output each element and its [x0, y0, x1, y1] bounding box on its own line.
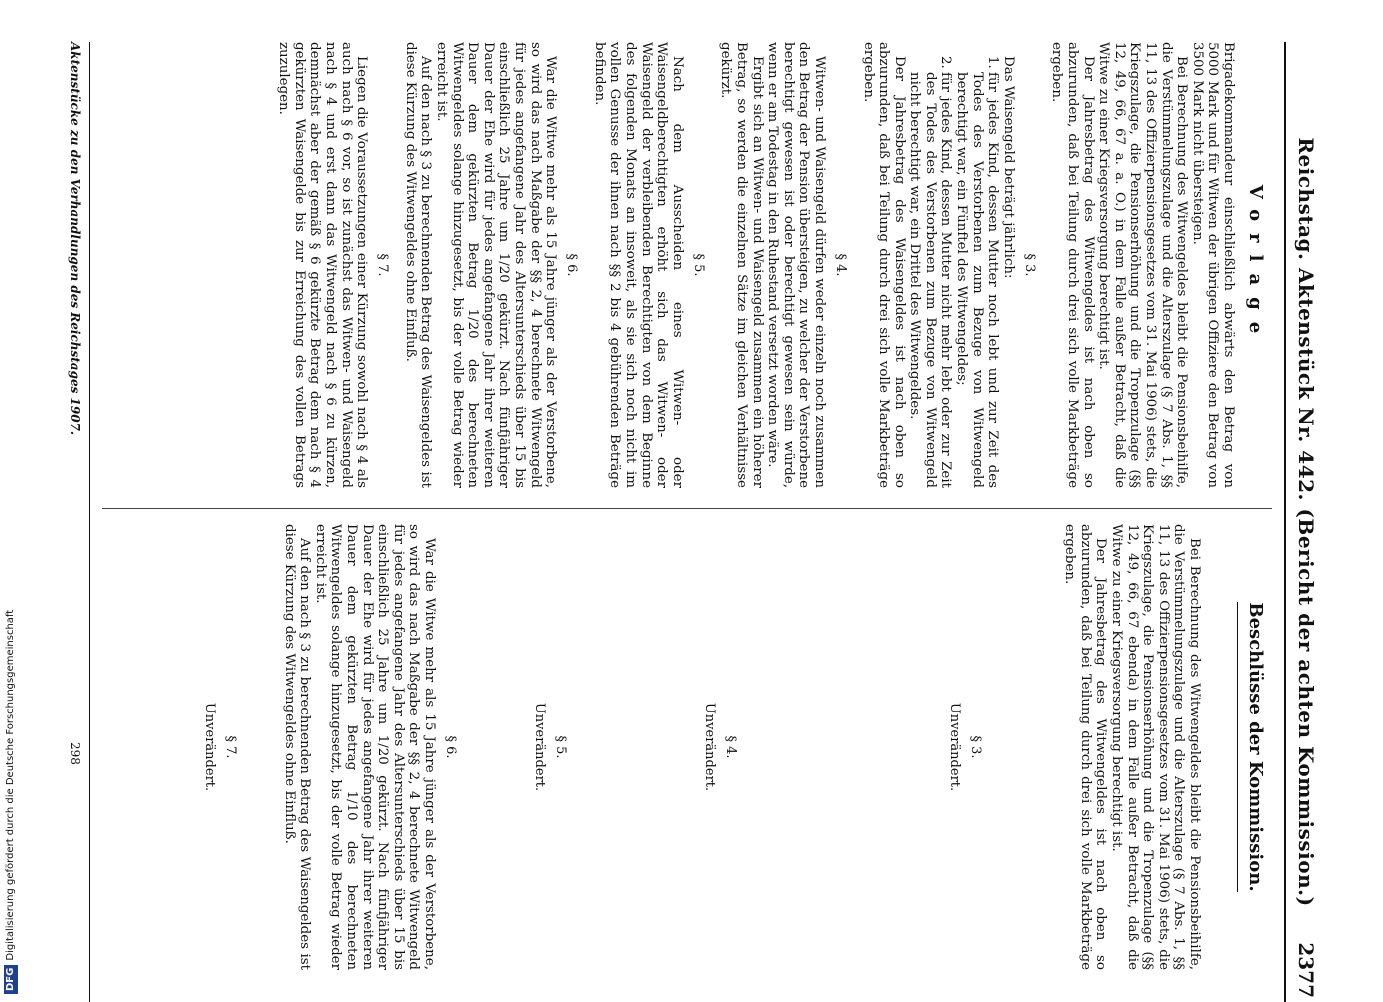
page-number: 2377 — [1294, 942, 1318, 998]
beschluesse-s5 — [532, 524, 580, 970]
vorlage-s3-heading: § 3. — [1021, 253, 1037, 277]
vorlage-s6-para2: Auf den nach § 3 zu berechnenden Betrag des Waisengeldes ist diese Kürzung des Witwengeldes ohne Einfluß. — [402, 42, 434, 488]
vorlage-s4-para2: Ergibt sich an Witwen- und Waisengeld zusammen ein höherer Betrag, so werden die einzelnen Sätze im gleichen Verhältnisse gekürzt. — [718, 42, 765, 488]
beschluesse-s5-text: Unverändert. — [532, 702, 547, 792]
digitization-note — [4, 604, 18, 994]
header-title: Reichstag. Aktenstück Nr. 442. (Bericht der achten Kommission.) — [1294, 137, 1318, 907]
beschluesse-s2 — [1062, 524, 1202, 970]
beschluesse-s6-heading: § 6. — [443, 735, 458, 759]
beschluesse-heading: Beschlüsse der Kommission. — [1236, 524, 1270, 970]
beschluesse-s3-heading: § 3. — [968, 735, 983, 759]
vorlage-s2-para2: Der Jahresbetrag des Witwengeldes ist nach oben so abzurunden, daß bei Teilung durch drei sich volle Markbeträge ergeben. — [1049, 42, 1096, 488]
vorlage-s6-heading: § 6. — [564, 253, 580, 277]
beschluesse-s4-heading: § 4. — [723, 735, 738, 759]
document-page — [2, 42, 1322, 1002]
beschluesse-s7 — [202, 524, 250, 970]
beschluesse-s3 — [947, 524, 995, 970]
vorlage-column — [276, 42, 1270, 488]
beschluesse-s6-para2: Auf den nach § 3 zu berechnenden Betrag des Waisengeldes ist diese Kürzung des Witwengeldes ohne Einfluß. — [281, 524, 313, 970]
vorlage-s3-intro: Das Waisengeld beträgt jährlich: — [1000, 56, 1016, 279]
dfg-logo-icon: DFG — [4, 965, 18, 994]
vorlage-intro: Brigadekommandeur einschließlich abwärts den Betrag von 5000 Mark und für Witwen der übrigen Offiziere den Betrag von 3500 Mark nicht übersteigen. — [1189, 42, 1236, 488]
vorlage-s5-para1: Nach dem Ausscheiden eines Witwen- oder Waisengeldberechtigten erhöht sich das Witwen- oder Waisengeld der verbleibenden Berechtigten von dem Beginne des folgenden Monats an insoweit, als sie sich noch nicht im vollen Genusse der ihnen nach §§ 2 bis 4 gebührenden Beträge befinden. — [591, 42, 685, 488]
beschluesse-s6 — [281, 524, 470, 970]
page-header — [1282, 42, 1322, 1002]
beschluesse-s6-para1: War die Witwe mehr als 15 Jahre jünger als der Verstorbene, so wird das nach Maßgabe der §§ 2, 4 berechnete Witwengeld für jedes angefangene Jahr des Altersunterschieds über 15 bis einschließlich 25 Jahre um 1/20 gekürzt. Nach fünfjähriger Dauer der Ehe wird für jedes angefangene Jahr ihrer weiteren Dauer dem gekürzten Betrag 1/10 des berechneten Witwengeldes solange hinzugesetzt, bis der volle Betrag wieder erreicht ist. — [312, 524, 437, 970]
vorlage-s4-heading: § 4. — [832, 253, 848, 277]
beschluesse-s3-text: Unverändert. — [947, 702, 962, 792]
beschluesse-s4 — [702, 524, 750, 970]
beschluesse-s2-para1: Bei Berechnung des Witwengeldes bleibt die Pensionsbeihilfe, die Verstümmelungszulage und die Alterszulage (§ 7 Abs. 1, §§ 11, 13 des Offizierpensionsgesetzes vom 31. Mai 1906) stets, die Kriegszulage, die Pensionserhöhung und die Tropenzulage (§§ 12, 49, 66, 67 ebenda) in dem Falle außer Betracht, daß die Witwe zu einer Kriegsversorgung berechtigt ist. — [1109, 524, 1202, 970]
footer-rule — [89, 42, 90, 1002]
vorlage-s7-para1: Liegen die Voraussetzungen einer Kürzung sowohl nach § 4 als auch nach § 6 vor, so ist zunächst das Witwen- und Waisengeld nach § 4 und erst dann das Witwengeld nach § 6 zu kürzen, demnächst aber der gemäß § 6 gekürzte Betrag dem nach § 4 gekürzten Waisengelde bis zur Erreichung des vollen Betrags zuzulegen. — [276, 42, 370, 488]
vorlage-s7-heading: § 7. — [375, 253, 391, 277]
beschluesse-s5-heading: § 5. — [553, 735, 568, 759]
beschluesse-s2-para2: Der Jahresbetrag des Witwengeldes ist nach oben so abzurunden, daß bei Teilung durch drei sich volle Markbeträge ergeben. — [1062, 524, 1109, 970]
vorlage-s2-para1: Bei Berechnung des Witwengeldes bleibt die Pensionsbeihilfe, die Verstümmelungszulage und die Alterszulage (§ 7 Abs. 1, §§ 11, 13 des Offizierpensionsgesetzes vom 31. Mai 1906) stets, die Kriegszulage, die Pensionserhöhung und die Tropenzulage (§§ 12, 49, 66, 67 a. a. O.) in dem Falle außer Betracht, daß die Witwe zu einer Kriegsversorgung berechtigt ist. — [1096, 42, 1190, 488]
vorlage-s6-para1: War die Witwe mehr als 15 Jahre jünger als der Verstorbene, so wird das nach Maßgabe der §§ 2, 4 berechnete Witwengeld für jedes angefangene Jahr des Altersunterschieds über 15 bis einschließlich 25 Jahre um 1/20 gekürzt. Nach fünfjähriger Dauer der Ehe wird für jedes angefangene Jahr ihrer weiteren Dauer dem gekürzten Betrag 1/20 des berechneten Witwengeldes solange hinzugesetzt, bis der volle Betrag wieder erreicht ist. — [434, 42, 559, 488]
beschluesse-column — [100, 524, 1270, 970]
header-rule — [1284, 42, 1286, 1002]
column-divider — [102, 508, 1272, 509]
vorlage-s3-item-1: 1.für jedes Kind, dessen Mutter noch lebt und zur Zeit des Todes des Verstorbenen zum Bezuge von Witwengeld berechtigt war, ein Fünftel des Witwengeldes; — [954, 56, 1001, 488]
vorlage-s5-heading: § 5. — [690, 253, 706, 277]
digitization-text: Digitalisierung gefördert durch die Deutsche Forschungsgemeinschaft — [5, 609, 16, 961]
footer-source: Aktenstücke zu den Verhandlungen des Reichstages 1907. — [68, 42, 82, 436]
vorlage-s4-para1: Witwen- und Waisengeld dürfen weder einzeln noch zusammen den Betrag der Pension übersteigen, zu welcher der Verstorbene berechtigt gewesen ist oder berechtigt gewesen sein würde, wenn er am Todestag in den Ruhestand versetzt worden wäre. — [765, 42, 827, 488]
footer-page-number: 298 — [68, 742, 82, 765]
vorlage-s3-para2: Der Jahresbetrag des Waisengeldes ist nach oben so abzurunden, daß bei Teilung durch drei sich volle Markbeträge ergeben. — [860, 42, 907, 488]
vorlage-s3-item-2: 2.für jedes Kind, dessen Mutter nicht mehr lebt oder zur Zeit des Todes des Verstorbenen zum Bezuge von Witwengeld nicht berechtigt war, ein Drittel des Witwengeldes. — [907, 56, 954, 488]
beschluesse-s7-heading: § 7. — [223, 735, 238, 759]
beschluesse-s7-text: Unverändert. — [202, 702, 217, 792]
vorlage-heading: Vorlage — [1245, 184, 1266, 346]
beschluesse-s4-text: Unverändert. — [702, 702, 717, 792]
